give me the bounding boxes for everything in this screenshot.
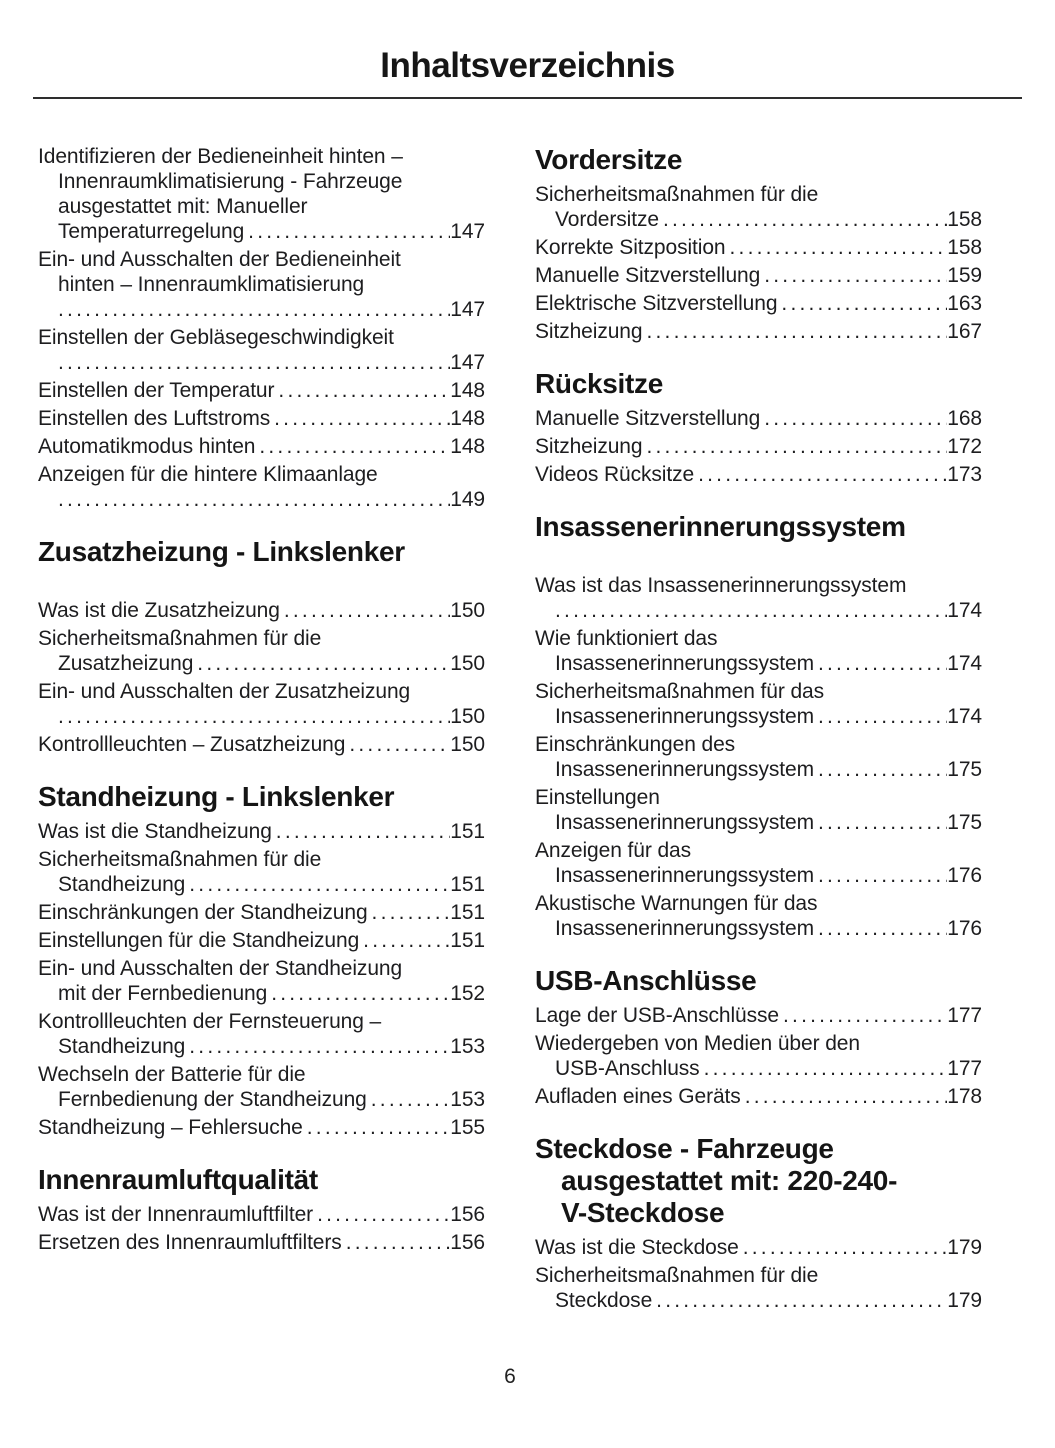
page-ref: 176 [947,917,982,940]
dot-leader [646,434,947,459]
toc-column-right [535,144,982,1316]
page-ref: 177 [947,1004,982,1027]
entry-final-line [535,704,982,729]
entry-final-line [535,434,982,459]
page-ref: 151 [450,873,485,896]
entry-final-line [38,434,485,459]
toc-entry [38,900,485,925]
entry-final-line [38,487,485,512]
entry-line: Einschränkungen des [535,733,736,756]
dot-leader [271,981,450,1006]
section-heading-line: Zusatzheizung - Linkslenker [38,536,405,567]
toc-section [38,144,485,512]
toc-entry [535,462,982,487]
page-ref: 156 [450,1231,485,1254]
entry-text: Insassenerinnerungssystem [555,917,814,940]
toc-entry [535,838,982,888]
toc-section [535,511,982,941]
entry-text: Insassenerinnerungssystem [555,811,814,834]
page-ref: 148 [450,379,485,402]
section-heading-line: Rücksitze [535,368,664,399]
entry-text: Elektrische Sitzverstellung [535,292,778,315]
page-ref: 175 [947,758,982,781]
toc-entry [38,1115,485,1140]
entry-text: Aufladen eines Geräts [535,1085,741,1108]
page-ref: 159 [947,264,982,287]
dot-leader [656,1288,947,1313]
entry-final-line [535,235,982,260]
entry-text: Standheizung – Fehlersuche [38,1116,303,1139]
toc-column-left [38,144,485,1316]
page-ref: 173 [947,463,982,486]
dot-leader [745,1084,948,1109]
page-ref: 151 [450,820,485,843]
page-ref: 150 [450,599,485,622]
entry-line: Anzeigen für die hintere Klimaanlage [38,463,378,486]
toc-entry [535,319,982,344]
dot-leader [663,207,947,232]
entry-text: Insassenerinnerungssystem [555,758,814,781]
toc-entry [535,434,982,459]
entry-line: Anzeigen für das [535,839,692,862]
dot-leader [818,757,947,782]
entry-line: Sicherheitsmaßnahmen für das [535,680,825,703]
toc-entry [38,1062,485,1112]
entry-final-line [535,810,982,835]
entry-line: Akustische Warnungen für das [535,892,818,915]
section-heading [535,144,982,176]
page-ref: 147 [450,351,485,374]
entry-line: hinten – Innenraumklimatisierung [58,273,365,296]
toc-entry [535,626,982,676]
toc-entry [535,1263,982,1313]
toc-entry [535,573,982,623]
toc-entry [38,819,485,844]
toc-entry [38,434,485,459]
section-heading-line: V-Steckdose [561,1197,725,1228]
dot-leader [248,219,450,244]
section-heading-line: Innenraumluftqualität [38,1164,318,1195]
dot-leader [278,378,450,403]
entry-text: Steckdose [555,1289,653,1312]
dot-leader [730,235,948,260]
entry-text: Zusatzheizung [58,652,194,675]
toc-entry [38,378,485,403]
dot-leader [317,1202,450,1227]
dot-leader [743,1235,948,1260]
entry-final-line [38,872,485,897]
toc-entry [38,1230,485,1255]
entry-line: Einstellen der Gebläsegeschwindigkeit [38,326,394,349]
entry-text: Sitzheizung [535,320,643,343]
entry-text: Manuelle Sitzverstellung [535,407,761,430]
entry-text: Korrekte Sitzposition [535,236,726,259]
entry-final-line [535,462,982,487]
dot-leader [783,1003,947,1028]
page-ref: 153 [450,1088,485,1111]
dot-leader [818,810,947,835]
entry-text: USB-Anschluss [555,1057,700,1080]
dot-leader [58,350,450,375]
toc-entry [38,679,485,729]
toc-entry [38,1202,485,1227]
title-divider [33,97,1022,99]
section-heading [38,536,485,568]
entry-final-line [38,1202,485,1227]
dot-leader [349,732,450,757]
entry-text: Einstellen der Temperatur [38,379,275,402]
page-ref: 151 [450,929,485,952]
section-heading [535,965,982,997]
page-ref: 147 [450,298,485,321]
entry-line: Sicherheitsmaßnahmen für die [535,183,819,206]
page-ref: 149 [450,488,485,511]
page-ref: 153 [450,1035,485,1058]
entry-line: Ein- und Ausschalten der Zusatzheizung [38,680,411,703]
page-ref: 177 [947,1057,982,1080]
section-heading-line: Insassenerinnerungssystem [535,511,906,542]
dot-leader [346,1230,451,1255]
entry-text: Automatikmodus hinten [38,435,256,458]
page-ref: 174 [947,652,982,675]
dot-leader [704,1056,948,1081]
page-ref: 176 [947,864,982,887]
entry-line: Sicherheitsmaßnahmen für die [38,627,322,650]
entry-final-line [535,207,982,232]
toc-entry [535,785,982,835]
entry-final-line [38,406,485,431]
page-ref: 167 [947,320,982,343]
toc-entry [38,462,485,512]
entry-text: Was ist die Zusatzheizung [38,599,280,622]
entry-final-line [535,319,982,344]
section-heading-line: Vordersitze [535,144,683,175]
entry-final-line [535,1084,982,1109]
dot-leader [274,406,450,431]
toc-entry [535,235,982,260]
toc-entry [535,406,982,431]
toc-section [38,536,485,757]
entry-text: Kontrollleuchten – Zusatzheizung [38,733,346,756]
toc-entry [535,291,982,316]
dot-leader [284,598,450,623]
page-ref: 179 [947,1236,982,1259]
toc-entry [535,1084,982,1109]
entry-final-line [38,219,485,244]
entry-text: Temperaturregelung [58,220,245,243]
page-ref: 163 [947,292,982,315]
toc-entry [38,1009,485,1059]
dot-leader [276,819,450,844]
entry-text: mit der Fernbedienung [58,982,268,1005]
entry-final-line [535,263,982,288]
toc-entry [535,1031,982,1081]
page-ref: 148 [450,435,485,458]
entry-line: Sicherheitsmaßnahmen für die [38,848,322,871]
entry-final-line [535,291,982,316]
entry-line: Kontrollleuchten der Fernsteuerung – [38,1010,382,1033]
page-ref: 174 [947,599,982,622]
section-heading [535,1133,982,1229]
toc-entry [38,247,485,322]
page-ref: 147 [450,220,485,243]
section-heading [38,1164,485,1196]
entry-line: Sicherheitsmaßnahmen für die [535,1264,819,1287]
entry-final-line [535,406,982,431]
dot-leader [363,928,450,953]
toc-entry [535,1003,982,1028]
entry-text: Lage der USB-Anschlüsse [535,1004,779,1027]
toc-entry [38,732,485,757]
entry-line: Ein- und Ausschalten der Standheizung [38,957,403,980]
dot-leader [781,291,947,316]
page-ref: 148 [450,407,485,430]
dot-leader [818,704,947,729]
page-title: Inhaltsverzeichnis [380,46,675,85]
entry-text: Fernbedienung der Standheizung [58,1088,367,1111]
toc-entry [535,679,982,729]
toc-section [535,965,982,1109]
page-ref: 168 [947,407,982,430]
page-ref: 150 [450,652,485,675]
entry-line: Ein- und Ausschalten der Bedieneinheit [38,248,401,271]
page-ref: 150 [450,705,485,728]
entry-final-line [535,863,982,888]
entry-line: Identifizieren der Bedieneinheit hinten – [38,145,403,168]
toc-entry [38,598,485,623]
entry-final-line [38,651,485,676]
entry-text: Standheizung [58,873,186,896]
entry-final-line [535,651,982,676]
entry-text: Was ist der Innenraumluftfilter [38,1203,314,1226]
section-heading [38,781,485,813]
toc-entry [38,956,485,1006]
page-ref: 151 [450,901,485,924]
entry-text: Was ist die Standheizung [38,820,272,843]
toc-entry [38,626,485,676]
toc-section [38,1164,485,1255]
dot-leader [371,1087,451,1112]
page-ref: 158 [947,236,982,259]
page-ref: 150 [450,733,485,756]
entry-text: Insassenerinnerungssystem [555,864,814,887]
toc-entry [535,1235,982,1260]
page-ref: 174 [947,705,982,728]
entry-line: Einstellungen [535,786,660,809]
dot-leader [764,263,947,288]
dot-leader [646,319,947,344]
section-heading [535,368,982,400]
toc-entry [38,144,485,244]
dot-leader [58,487,450,512]
dot-leader [197,651,450,676]
entry-line: Wechseln der Batterie für die [38,1063,306,1086]
section-heading-line: Standheizung - Linkslenker [38,781,395,812]
entry-final-line [38,704,485,729]
toc-section [535,368,982,487]
dot-leader [58,704,450,729]
entry-text: Einstellungen für die Standheizung [38,929,360,952]
entry-text: Videos Rücksitze [535,463,695,486]
entry-final-line [38,297,485,322]
entry-final-line [535,916,982,941]
entry-final-line [535,598,982,623]
entry-final-line [38,1115,485,1140]
entry-final-line [38,928,485,953]
entry-text: Einstellen des Luftstroms [38,407,271,430]
dot-leader [818,916,947,941]
entry-text: Sitzheizung [535,435,643,458]
entry-text: Insassenerinnerungssystem [555,705,814,728]
entry-text: Vordersitze [555,208,659,231]
entry-final-line [38,378,485,403]
toc-section [535,144,982,344]
page-ref: 175 [947,811,982,834]
toc-section [535,1133,982,1313]
toc-columns [38,144,982,1316]
dot-leader [818,651,947,676]
toc-entry [535,891,982,941]
page-number: 6 [504,1365,516,1388]
entry-final-line [535,1235,982,1260]
dot-leader [189,1034,450,1059]
page-ref: 152 [450,982,485,1005]
entry-final-line [535,757,982,782]
entry-text: Standheizung [58,1035,186,1058]
entry-final-line [38,981,485,1006]
entry-final-line [38,900,485,925]
entry-text: Ersetzen des Innenraumluftfilters [38,1231,342,1254]
dot-leader [307,1115,450,1140]
toc-entry [38,847,485,897]
entry-final-line [38,1034,485,1059]
toc-entry [38,406,485,431]
dot-leader [555,598,947,623]
toc-entry [38,928,485,953]
toc-entry [535,182,982,232]
section-heading [535,511,982,543]
entry-final-line [38,1230,485,1255]
entry-final-line [535,1288,982,1313]
dot-leader [58,297,450,322]
entry-line: Innenraumklimatisierung - Fahrzeuge [58,170,403,193]
page-ref: 172 [947,435,982,458]
toc-entry [38,325,485,375]
entry-text: Manuelle Sitzverstellung [535,264,761,287]
entry-text: Einschränkungen der Standheizung [38,901,368,924]
entry-final-line [535,1056,982,1081]
entry-line: ausgestattet mit: Manueller [58,195,308,218]
toc-section [38,781,485,1140]
page-ref: 178 [947,1085,982,1108]
entry-line: Wie funktioniert das [535,627,718,650]
entry-final-line [38,732,485,757]
entry-final-line [38,1087,485,1112]
dot-leader [259,434,450,459]
entry-final-line [535,1003,982,1028]
dot-leader [698,462,947,487]
dot-leader [764,406,947,431]
entry-text: Was ist die Steckdose [535,1236,739,1259]
page-ref: 158 [947,208,982,231]
page-ref: 179 [947,1289,982,1312]
entry-line: Wiedergeben von Medien über den [535,1032,860,1055]
page-ref: 155 [450,1116,485,1139]
entry-final-line [38,598,485,623]
section-heading-line: USB-Anschlüsse [535,965,757,996]
page-ref: 156 [450,1203,485,1226]
entry-final-line [38,819,485,844]
dot-leader [372,900,451,925]
section-heading-line: Steckdose - Fahrzeuge [535,1133,834,1164]
dot-leader [189,872,450,897]
toc-entry [535,263,982,288]
section-heading-line: ausgestattet mit: 220-240- [561,1165,898,1196]
entry-final-line [38,350,485,375]
toc-entry [535,732,982,782]
entry-line: Was ist das Insassenerinnerungssystem [535,574,907,597]
entry-text: Insassenerinnerungssystem [555,652,814,675]
dot-leader [818,863,947,888]
